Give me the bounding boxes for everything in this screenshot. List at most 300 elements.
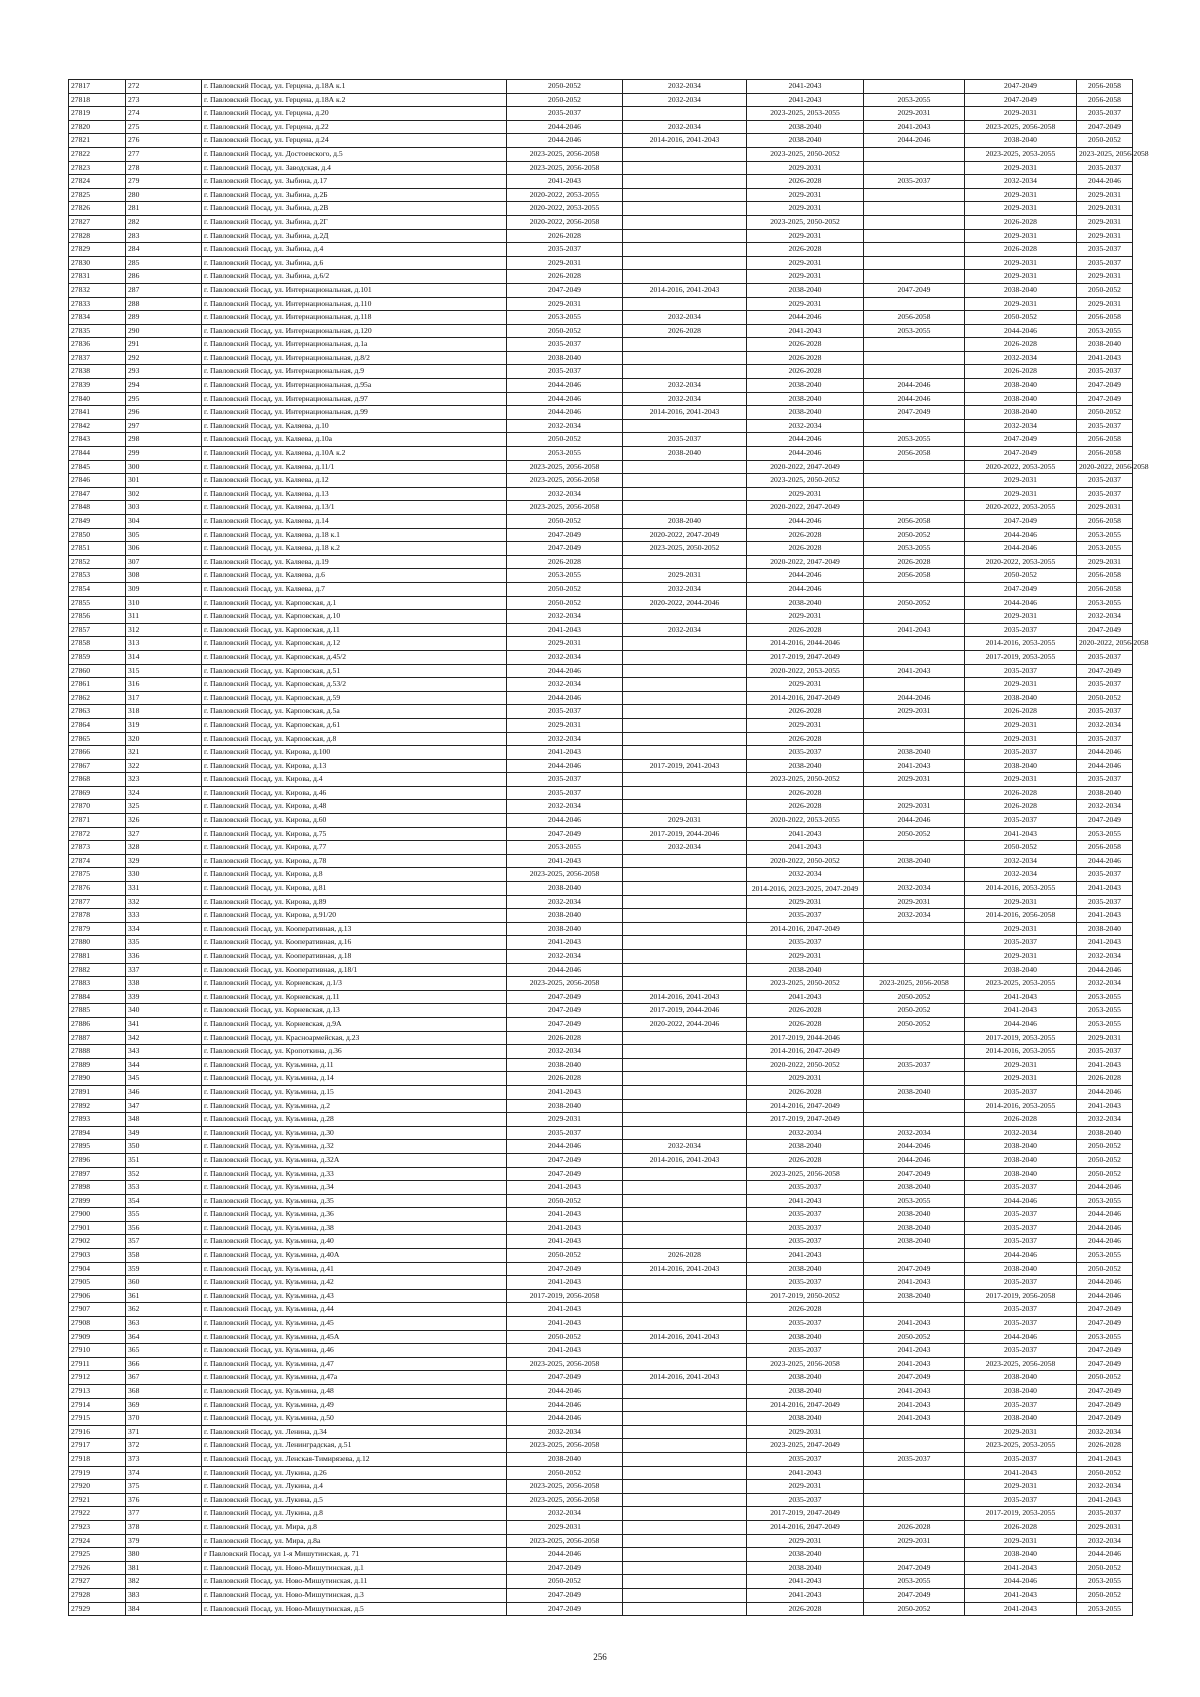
row-id-cell: 27873	[69, 841, 126, 855]
period-cell-1: 2041-2043	[507, 1208, 623, 1222]
period-cell-4: 2041-2043	[864, 1398, 965, 1412]
period-cell-3: 2035-2037	[747, 1208, 864, 1222]
address-cell: г. Павловский Посад, ул. Кирова, д.89	[202, 895, 507, 909]
row-number-cell: 313	[126, 637, 202, 651]
period-cell-5: 2038-2040	[965, 392, 1077, 406]
period-cell-1: 2023-2025, 2056-2058	[507, 977, 623, 991]
table-row	[69, 555, 1133, 569]
period-cell-1: 2044-2046	[507, 814, 623, 828]
period-cell-5: 2044-2046	[965, 1194, 1077, 1208]
period-cell-5: 2026-2028	[965, 1113, 1077, 1127]
row-id-cell: 27851	[69, 542, 126, 556]
period-cell-2	[623, 147, 747, 161]
address-cell: г. Павловский Посад, ул. Достоевского, д.5	[202, 147, 507, 161]
address-cell: г. Павловский Посад, ул. Кузьмина, д.50	[202, 1412, 507, 1426]
row-id-cell: 27923	[69, 1520, 126, 1534]
row-id-cell: 27916	[69, 1425, 126, 1439]
period-cell-6: 2050-2052	[1077, 134, 1133, 148]
row-id-cell: 27896	[69, 1153, 126, 1167]
period-cell-3: 2020-2022, 2050-2052	[747, 854, 864, 868]
row-number-cell: 326	[126, 814, 202, 828]
table-row	[69, 1452, 1133, 1466]
period-cell-5: 2029-2031	[965, 718, 1077, 732]
table-row	[69, 542, 1133, 556]
period-cell-2	[623, 474, 747, 488]
period-cell-6: 2029-2031	[1077, 1520, 1133, 1534]
period-cell-4: 2053-2055	[864, 433, 965, 447]
period-cell-3: 2038-2040	[747, 283, 864, 297]
period-cell-3: 2035-2037	[747, 1181, 864, 1195]
row-number-cell: 368	[126, 1385, 202, 1399]
period-cell-5: 2047-2049	[965, 447, 1077, 461]
address-cell: г. Павловский Посад, ул. Кузьмина, д.43	[202, 1289, 507, 1303]
period-cell-5: 2026-2028	[965, 365, 1077, 379]
period-cell-3: 2026-2028	[747, 1303, 864, 1317]
row-id-cell: 27872	[69, 827, 126, 841]
address-cell: г. Павловский Посад, ул. Кооперативная, д.18/1	[202, 963, 507, 977]
period-cell-3: 2041-2043	[747, 841, 864, 855]
period-cell-1: 2047-2049	[507, 827, 623, 841]
period-cell-2	[623, 188, 747, 202]
table-row	[69, 582, 1133, 596]
period-cell-3: 2026-2028	[747, 786, 864, 800]
row-number-cell: 310	[126, 596, 202, 610]
period-cell-6: 2035-2037	[1077, 256, 1133, 270]
row-number-cell: 272	[126, 80, 202, 94]
period-cell-5: 2038-2040	[965, 759, 1077, 773]
row-id-cell: 27879	[69, 922, 126, 936]
address-cell: г. Павловский Посад, ул. Кузьмина, д.33	[202, 1167, 507, 1181]
period-cell-2: 2017-2019, 2044-2046	[623, 827, 747, 841]
period-cell-1: 2023-2025, 2056-2058	[507, 161, 623, 175]
table-row	[69, 1045, 1133, 1059]
address-cell: г. Павловский Посад, ул. Интернациональная, д.9	[202, 365, 507, 379]
row-number-cell: 303	[126, 501, 202, 515]
row-number-cell: 279	[126, 175, 202, 189]
period-cell-2: 2020-2022, 2047-2049	[623, 528, 747, 542]
period-cell-3: 2044-2046	[747, 433, 864, 447]
table-body	[69, 80, 1149, 1616]
period-cell-4: 2038-2040	[864, 1181, 965, 1195]
table-row	[69, 678, 1133, 692]
period-cell-3: 2017-2019, 2047-2049	[747, 1507, 864, 1521]
period-cell-6: 2029-2031	[1077, 555, 1133, 569]
period-cell-6: 2056-2058	[1077, 841, 1133, 855]
address-cell: г. Павловский Посад, ул. Интернациональная, д.97	[202, 392, 507, 406]
period-cell-4	[864, 188, 965, 202]
period-cell-3: 2044-2046	[747, 515, 864, 529]
period-cell-2	[623, 1466, 747, 1480]
period-cell-2	[623, 963, 747, 977]
address-cell: г. Павловский Посад, ул. Карповская, д.5а	[202, 705, 507, 719]
address-cell: г. Павловский Посад, ул. Кирова, д.13	[202, 759, 507, 773]
period-cell-6: 2047-2049	[1077, 1357, 1133, 1371]
period-cell-2	[623, 1126, 747, 1140]
row-id-cell: 27893	[69, 1113, 126, 1127]
period-cell-2	[623, 786, 747, 800]
address-cell: г. Павловский Посад, ул. Каляева, д.18 к.1	[202, 528, 507, 542]
period-cell-3: 2029-2031	[747, 678, 864, 692]
table-row	[69, 623, 1133, 637]
row-number-cell: 285	[126, 256, 202, 270]
row-id-cell: 27892	[69, 1099, 126, 1113]
period-cell-4: 2029-2031	[864, 107, 965, 121]
period-cell-3: 2029-2031	[747, 1072, 864, 1086]
period-cell-5: 2038-2040	[965, 379, 1077, 393]
period-cell-4: 2041-2043	[864, 1357, 965, 1371]
period-cell-6: 2044-2046	[1077, 1235, 1133, 1249]
table-row	[69, 1398, 1133, 1412]
period-cell-6: 2029-2031	[1077, 215, 1133, 229]
period-cell-5: 2029-2031	[965, 474, 1077, 488]
period-cell-1: 2023-2025, 2056-2058	[507, 147, 623, 161]
row-id-cell: 27891	[69, 1085, 126, 1099]
period-cell-1: 2047-2049	[507, 1004, 623, 1018]
period-cell-3: 2017-2019, 2044-2046	[747, 1031, 864, 1045]
period-cell-4: 2041-2043	[864, 623, 965, 637]
period-cell-4: 2053-2055	[864, 1194, 965, 1208]
period-cell-6: 2035-2037	[1077, 773, 1133, 787]
address-cell: г. Павловский Посад, ул. Кирова, д.60	[202, 814, 507, 828]
table-row	[69, 664, 1133, 678]
period-cell-6: 2047-2049	[1077, 1303, 1133, 1317]
period-cell-6: 2035-2037	[1077, 650, 1133, 664]
row-id-cell: 27830	[69, 256, 126, 270]
row-id-cell: 27833	[69, 297, 126, 311]
period-cell-4: 2044-2046	[864, 1140, 965, 1154]
period-cell-1: 2050-2052	[507, 93, 623, 107]
address-cell: г. Павловский Посад, ул. Кузьмина, д.38	[202, 1221, 507, 1235]
row-number-cell: 340	[126, 1004, 202, 1018]
address-cell: г. Павловский Посад, ул. Карповская, д.45/2	[202, 650, 507, 664]
table-row	[69, 1317, 1133, 1331]
period-cell-6: 2047-2049	[1077, 392, 1133, 406]
period-cell-6: 2029-2031	[1077, 202, 1133, 216]
period-cell-5: 2050-2052	[965, 569, 1077, 583]
period-cell-4	[864, 1072, 965, 1086]
period-cell-2	[623, 909, 747, 923]
row-number-cell: 299	[126, 447, 202, 461]
row-id-cell: 27850	[69, 528, 126, 542]
period-cell-4: 2038-2040	[864, 854, 965, 868]
period-cell-6: 2029-2031	[1077, 229, 1133, 243]
row-number-cell: 289	[126, 311, 202, 325]
period-cell-3: 2044-2046	[747, 447, 864, 461]
table-row	[69, 732, 1133, 746]
period-cell-2	[623, 1344, 747, 1358]
period-cell-4: 2029-2031	[864, 705, 965, 719]
period-cell-2	[623, 746, 747, 760]
row-number-cell: 365	[126, 1344, 202, 1358]
row-id-cell: 27877	[69, 895, 126, 909]
table-row	[69, 515, 1133, 529]
period-cell-3: 2014-2016, 2023-2025, 2047-2049	[747, 882, 864, 896]
period-cell-4: 2050-2052	[864, 1017, 965, 1031]
period-cell-4: 2032-2034	[864, 1126, 965, 1140]
row-number-cell: 356	[126, 1221, 202, 1235]
address-cell: г. Павловский Посад, ул. Интернациональная, д.1а	[202, 338, 507, 352]
row-number-cell: 284	[126, 243, 202, 257]
table-row	[69, 1004, 1133, 1018]
row-id-cell: 27834	[69, 311, 126, 325]
table-row	[69, 814, 1133, 828]
period-cell-4	[864, 256, 965, 270]
table-row	[69, 1548, 1133, 1562]
period-cell-3: 2026-2028	[747, 1153, 864, 1167]
period-cell-3: 2023-2025, 2053-2055	[747, 107, 864, 121]
period-cell-4	[864, 922, 965, 936]
period-cell-4: 2053-2055	[864, 93, 965, 107]
address-cell: г. Павловский Посад, ул. Карповская, д.11	[202, 623, 507, 637]
period-cell-6: 2053-2055	[1077, 1602, 1133, 1616]
table-row	[69, 990, 1133, 1004]
period-cell-2	[623, 610, 747, 624]
row-id-cell: 27819	[69, 107, 126, 121]
row-number-cell: 321	[126, 746, 202, 760]
period-cell-2	[623, 1208, 747, 1222]
period-cell-1: 2023-2025, 2056-2058	[507, 474, 623, 488]
address-cell: г. Павловский Посад, ул. Зыбина, д.2В	[202, 202, 507, 216]
row-number-cell: 362	[126, 1303, 202, 1317]
period-cell-3: 2020-2022, 2047-2049	[747, 555, 864, 569]
address-cell: г. Павловский Посад, ул. Кузьмина, д.47	[202, 1357, 507, 1371]
period-cell-2	[623, 718, 747, 732]
row-number-cell: 287	[126, 283, 202, 297]
period-cell-2	[623, 882, 747, 896]
table-row	[69, 351, 1133, 365]
period-cell-4	[864, 474, 965, 488]
period-cell-1: 2044-2046	[507, 691, 623, 705]
period-cell-5: 2038-2040	[965, 134, 1077, 148]
row-id-cell: 27922	[69, 1507, 126, 1521]
schedule-table-container	[68, 79, 1149, 1616]
period-cell-2	[623, 1520, 747, 1534]
period-cell-3: 2038-2040	[747, 1371, 864, 1385]
period-cell-6: 2047-2049	[1077, 623, 1133, 637]
period-cell-1: 2023-2025, 2056-2058	[507, 868, 623, 882]
period-cell-3: 2026-2028	[747, 175, 864, 189]
row-number-cell: 339	[126, 990, 202, 1004]
period-cell-4: 2044-2046	[864, 691, 965, 705]
period-cell-3: 2038-2040	[747, 379, 864, 393]
period-cell-3: 2026-2028	[747, 1602, 864, 1616]
period-cell-4	[864, 202, 965, 216]
row-number-cell: 367	[126, 1371, 202, 1385]
address-cell: г. Павловский Посад, ул. Кузьмина, д.32А	[202, 1153, 507, 1167]
period-cell-3: 2020-2022, 2053-2055	[747, 814, 864, 828]
address-cell: г. Павловский Посад, ул. Каляева, д.10А к.2	[202, 447, 507, 461]
period-cell-6: 2050-2052	[1077, 1371, 1133, 1385]
period-cell-2	[623, 922, 747, 936]
address-cell: г. Павловский Посад, ул. Ново-Мишутинская, д.3	[202, 1588, 507, 1602]
period-cell-6: 2050-2052	[1077, 691, 1133, 705]
period-cell-4	[864, 610, 965, 624]
address-cell: г. Павловский Посад, ул. Карповская, д.53/2	[202, 678, 507, 692]
period-cell-1: 2038-2040	[507, 1099, 623, 1113]
address-cell: г. Павловский Посад, ул. Зыбина, д.17	[202, 175, 507, 189]
period-cell-6: 2044-2046	[1077, 175, 1133, 189]
period-cell-4: 2047-2049	[864, 1262, 965, 1276]
period-cell-6: 2056-2058	[1077, 515, 1133, 529]
row-id-cell: 27913	[69, 1385, 126, 1399]
period-cell-4	[864, 487, 965, 501]
address-cell: г. Павловский Посад, ул. Кирова, д.75	[202, 827, 507, 841]
table-row	[69, 854, 1133, 868]
row-number-cell: 345	[126, 1072, 202, 1086]
address-cell: г. Павловский Посад, ул. Кузьмина, д.49	[202, 1398, 507, 1412]
row-number-cell: 381	[126, 1561, 202, 1575]
period-cell-1: 2029-2031	[507, 1113, 623, 1127]
period-cell-1: 2038-2040	[507, 922, 623, 936]
table-row	[69, 1235, 1133, 1249]
period-cell-3: 2038-2040	[747, 120, 864, 134]
period-cell-4: 2041-2043	[864, 664, 965, 678]
row-number-cell: 298	[126, 433, 202, 447]
row-number-cell: 343	[126, 1045, 202, 1059]
period-cell-6: 2032-2034	[1077, 950, 1133, 964]
period-cell-2	[623, 487, 747, 501]
period-cell-2: 2017-2019, 2044-2046	[623, 1004, 747, 1018]
period-cell-2	[623, 1452, 747, 1466]
period-cell-6: 2053-2055	[1077, 1249, 1133, 1263]
period-cell-5: 2044-2046	[965, 1330, 1077, 1344]
period-cell-6: 2032-2034	[1077, 1113, 1133, 1127]
address-cell: г. Павловский Посад, ул. Кузьмина, д.2	[202, 1099, 507, 1113]
address-cell: г. Павловский Посад, ул. Кузьмина, д.46	[202, 1344, 507, 1358]
address-cell: г. Павловский Посад, ул. Ново-Мишутинская, д.1	[202, 1561, 507, 1575]
period-cell-1: 2050-2052	[507, 1466, 623, 1480]
row-id-cell: 27849	[69, 515, 126, 529]
period-cell-1: 2047-2049	[507, 1262, 623, 1276]
period-cell-3: 2020-2022, 2047-2049	[747, 501, 864, 515]
address-cell: г. Павловский Посад, ул. Каляева, д.11/1	[202, 460, 507, 474]
period-cell-2	[623, 1058, 747, 1072]
period-cell-2	[623, 1398, 747, 1412]
period-cell-5: 2044-2046	[965, 1575, 1077, 1589]
row-number-cell: 300	[126, 460, 202, 474]
row-id-cell: 27856	[69, 610, 126, 624]
address-cell: г. Павловский Посад, ул. Карповская, д.61	[202, 718, 507, 732]
row-id-cell: 27895	[69, 1140, 126, 1154]
period-cell-2: 2038-2040	[623, 447, 747, 461]
period-cell-4	[864, 718, 965, 732]
period-cell-6: 2047-2049	[1077, 664, 1133, 678]
row-id-cell: 27914	[69, 1398, 126, 1412]
address-cell: г. Павловский Посад, ул. Кирова, д.81	[202, 882, 507, 896]
period-cell-4	[864, 1425, 965, 1439]
row-id-cell: 27885	[69, 1004, 126, 1018]
period-cell-3: 2038-2040	[747, 963, 864, 977]
period-cell-5: 2035-2037	[965, 1317, 1077, 1331]
row-id-cell: 27882	[69, 963, 126, 977]
row-id-cell: 27839	[69, 379, 126, 393]
period-cell-4: 2050-2052	[864, 528, 965, 542]
row-number-cell: 359	[126, 1262, 202, 1276]
period-cell-5: 2035-2037	[965, 1221, 1077, 1235]
table-row	[69, 1289, 1133, 1303]
period-cell-2: 2032-2034	[623, 392, 747, 406]
row-id-cell: 27886	[69, 1017, 126, 1031]
row-id-cell: 27902	[69, 1235, 126, 1249]
table-row	[69, 1276, 1133, 1290]
period-cell-6: 2047-2049	[1077, 1385, 1133, 1399]
period-cell-3: 2041-2043	[747, 80, 864, 94]
period-cell-5: 2035-2037	[965, 1208, 1077, 1222]
table-row	[69, 338, 1133, 352]
table-row	[69, 80, 1133, 94]
address-cell: г. Павловский Посад, ул. Кооперативная, д.18	[202, 950, 507, 964]
period-cell-1: 2038-2040	[507, 1452, 623, 1466]
row-number-cell: 372	[126, 1439, 202, 1453]
period-cell-1: 2044-2046	[507, 120, 623, 134]
table-row	[69, 1330, 1133, 1344]
period-cell-1: 2029-2031	[507, 718, 623, 732]
row-id-cell: 27821	[69, 134, 126, 148]
period-cell-1: 2032-2034	[507, 650, 623, 664]
address-cell: г. Павловский Посад, ул. Ново-Мишутинская, д.5	[202, 1602, 507, 1616]
period-cell-6: 2047-2049	[1077, 120, 1133, 134]
period-cell-3: 2026-2028	[747, 338, 864, 352]
table-row	[69, 528, 1133, 542]
period-cell-4: 2041-2043	[864, 120, 965, 134]
period-cell-1: 2032-2034	[507, 950, 623, 964]
capital-repair-schedule-table	[68, 79, 1149, 1616]
period-cell-4: 2050-2052	[864, 596, 965, 610]
period-cell-1: 2047-2049	[507, 283, 623, 297]
period-cell-1: 2053-2055	[507, 569, 623, 583]
period-cell-3: 2020-2022, 2050-2052	[747, 1058, 864, 1072]
period-cell-6: 2035-2037	[1077, 1045, 1133, 1059]
table-row	[69, 406, 1133, 420]
period-cell-2	[623, 351, 747, 365]
row-number-cell: 274	[126, 107, 202, 121]
period-cell-3: 2038-2040	[747, 392, 864, 406]
period-cell-4	[864, 786, 965, 800]
period-cell-2	[623, 215, 747, 229]
row-id-cell: 27822	[69, 147, 126, 161]
period-cell-3: 2041-2043	[747, 1575, 864, 1589]
table-row	[69, 433, 1133, 447]
row-id-cell: 27866	[69, 746, 126, 760]
address-cell: г. Павловский Посад, ул. Каляева, д.13/1	[202, 501, 507, 515]
period-cell-5: 2023-2025, 2053-2055	[965, 977, 1077, 991]
period-cell-5: 2017-2019, 2053-2055	[965, 650, 1077, 664]
period-cell-3: 2029-2031	[747, 256, 864, 270]
row-id-cell: 27864	[69, 718, 126, 732]
address-cell: г. Павловский Посад, ул. Кузьмина, д.34	[202, 1181, 507, 1195]
period-cell-3: 2026-2028	[747, 1004, 864, 1018]
row-number-cell: 305	[126, 528, 202, 542]
row-id-cell: 27829	[69, 243, 126, 257]
period-cell-2	[623, 1357, 747, 1371]
row-id-cell: 27853	[69, 569, 126, 583]
address-cell: г. Павловский Посад, ул. Интернациональная, д.8/2	[202, 351, 507, 365]
period-cell-1: 2035-2037	[507, 243, 623, 257]
period-cell-3: 2029-2031	[747, 1425, 864, 1439]
period-cell-1: 2044-2046	[507, 1140, 623, 1154]
period-cell-6: 2041-2043	[1077, 1493, 1133, 1507]
table-row	[69, 392, 1133, 406]
period-cell-1: 2032-2034	[507, 1507, 623, 1521]
row-number-cell: 280	[126, 188, 202, 202]
period-cell-5: 2041-2043	[965, 1602, 1077, 1616]
period-cell-6: 2050-2052	[1077, 1561, 1133, 1575]
address-cell: г. Павловский Посад, ул. Кирова, д.48	[202, 800, 507, 814]
period-cell-2	[623, 1548, 747, 1562]
row-number-cell: 322	[126, 759, 202, 773]
period-cell-3: 2014-2016, 2047-2049	[747, 1520, 864, 1534]
period-cell-3: 2035-2037	[747, 1235, 864, 1249]
